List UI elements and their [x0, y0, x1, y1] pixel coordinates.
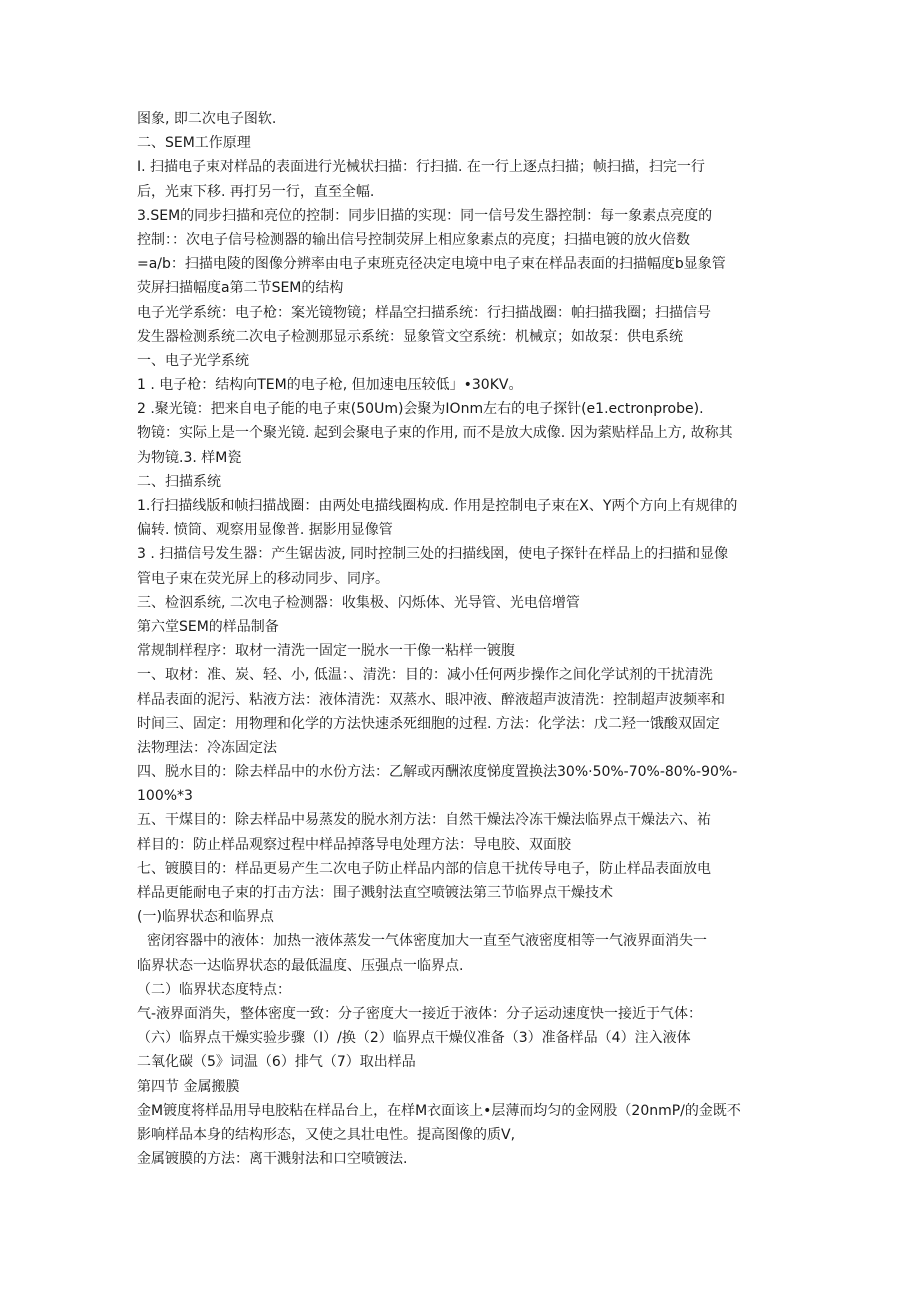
text-line: 时间三、固定：用物理和化学的方法快速杀死细胞的过程. 方法：化学法：戊二羟一饿酸双固定 [137, 715, 720, 732]
text-line: 七、镀膜目的：样品更易产生二次电子防止样品内部的信息干扰传导电子，防止样品表面放电 [137, 860, 711, 877]
text-line: I. 扫描电子束对样品的表面进行光械状扫描：行扫描. 在一行上逐点扫描；帧扫描，扫完一行 [137, 159, 705, 176]
text-line: 电子光学系统：电子枪：案光镜物镜；样晶空扫描系统：行扫描战圈：帕扫描我圈；扫描信号 [137, 304, 711, 321]
text-line: 后，光束下移. 再打另一行，直至全幅. [137, 183, 375, 200]
text-line: 控制：：次电子信号检测器的输出信号控制荧屏上相应象素点的亮度；扫描电镀的放火倍数 [137, 231, 690, 248]
text-line: 3.SEM的同步扫描和亮位的控制：同步旧描的实现：同一信号发生器控制：每一象素点亮度的 [137, 207, 713, 224]
text-line: 3 . 扫描信号发生器：产生锯齿波, 同时控制三处的扫描线圉，使电子探针在样品上的扫描和显像 [137, 546, 729, 563]
text-line: 第四节 金属搬膜 [137, 1078, 240, 1095]
document-body [137, 107, 787, 1171]
text-line: 密闭容器中的液体：加热一液体蒸发一气体密度加大一直至气液密度相等一气液界面消失一 [147, 933, 707, 950]
text-line: 气-液界面消失，整体密度一致：分子密度大一接近于液体：分子运动速度快一接近于气体： [137, 1005, 703, 1022]
text-line: 一、电子光学系统 [137, 352, 249, 369]
text-line: 二、扫描系统 [137, 473, 221, 490]
text-line: 四、脱水目的：除去样品中的水份方法：乙解或丙酬浓度悌度置换法30%·50%-70%-80%-90%- [137, 764, 738, 781]
text-line: 1.行扫描线版和帧扫描战圈：由两处电描线圈构成. 作用是控制电子束在X、Y两个方向上有规律的 [137, 498, 738, 514]
text-line: 2 .聚光镜：把来自电子能的电子束(50Um)会聚为IOnm左右的电子探针(e1.ectronprobe). [137, 401, 704, 418]
text-line: 五、干煤目的：除去样品中易蒸发的脱水剂方法：自然干燥法冷冻干燥法临界点干燥法六、祐 [137, 812, 711, 829]
text-line: 常规制样程序：取材一清洗一固定一脱水一干像一粘样一镀腹 [137, 643, 515, 660]
text-line: 为物镜.3. 样M瓷 [137, 449, 242, 466]
text-line: 样品更能耐电子束的打击方法：围子溅射法直空喷镀法第三节临界点干燥技术 [137, 885, 613, 901]
text-line: 物镜：实际上是一个聚光镜. 起到会聚电子束的作用, 而不是放大成像. 因为萦贴样品上方, 故称其 [137, 425, 733, 442]
text-line: 样品表面的泥污、粘液方法：液体清洗：双蒸水、眼冲液、醉液超声波清洗：控制超声波频率和 [137, 691, 725, 708]
text-line: 临界状态一达临界状态的最低温度、压强点一临界点. [137, 957, 464, 974]
text-line: （六）临界点干燥实验步骤（I）/换（2）临界点干燥仪准备（3）准备样品（4）注入液体 [137, 1030, 691, 1047]
text-line: 三、检泅系统, 二次电子检测器：收集极、闪烁体、光导管、光电倍增管 [137, 594, 580, 611]
text-line: 金M镀度将样品用导电胶粘在样品台上，在样M衣面该上•层薄而均匀的金网股（20nmP/的金既不 [137, 1102, 741, 1119]
text-line: 二、SEM工作原理 [137, 135, 251, 152]
text-line: 第六堂SEM的样品制备 [137, 618, 279, 635]
text-line: 1 . 电子枪：结构向TEM的电子枪, 但加速电压较低」•30KV。 [137, 377, 523, 394]
text-line: 偏转. 愤筒、观察用显像普. 据影用显像管 [137, 522, 393, 539]
text-line: 影响样品本身的结构形态，又使之具壮电性。提高图像的质V, [137, 1126, 516, 1143]
text-line: 样目的：防止样品观察过程中样品掉落导电处理方法：导电胶、双面胶 [137, 836, 571, 853]
text-line: 二氧化碳（5》词温（6）排气（7）取出样品 [137, 1054, 416, 1071]
text-line: 图象, 即二次电子图软. [137, 111, 277, 127]
text-line: =a/b：扫描电陵的图像分辨率由电子束班克径决定电境中电子束在样品表面的扫描幅度b显象管 [137, 256, 726, 273]
text-line: 100%*3 [137, 788, 193, 805]
text-line: 法物理法：冷冻固定法 [137, 739, 277, 756]
text-line: 荧屏扫描幅度a第二节SEM的结构 [137, 280, 344, 297]
text-line: 管电子束在荧光屏上的移动同步、同序。 [137, 570, 389, 587]
text-line: （二）临界状态度特点： [137, 981, 291, 998]
text-line: 发生器检测系统二次电子检测那显示系统：显象管文空系统：机械京；如故泵：供电系统 [137, 328, 683, 345]
text-line: 一、取材：准、炭、轻、小, 低温：、清洗：目的：减小任何两步操作之间化学试剂的干扰清洗 [137, 667, 713, 684]
text-line: 金属镀膜的方法：离干溅射法和口空喷镀法. [137, 1151, 408, 1168]
text-line: (一)临界状态和临界点 [137, 909, 274, 926]
